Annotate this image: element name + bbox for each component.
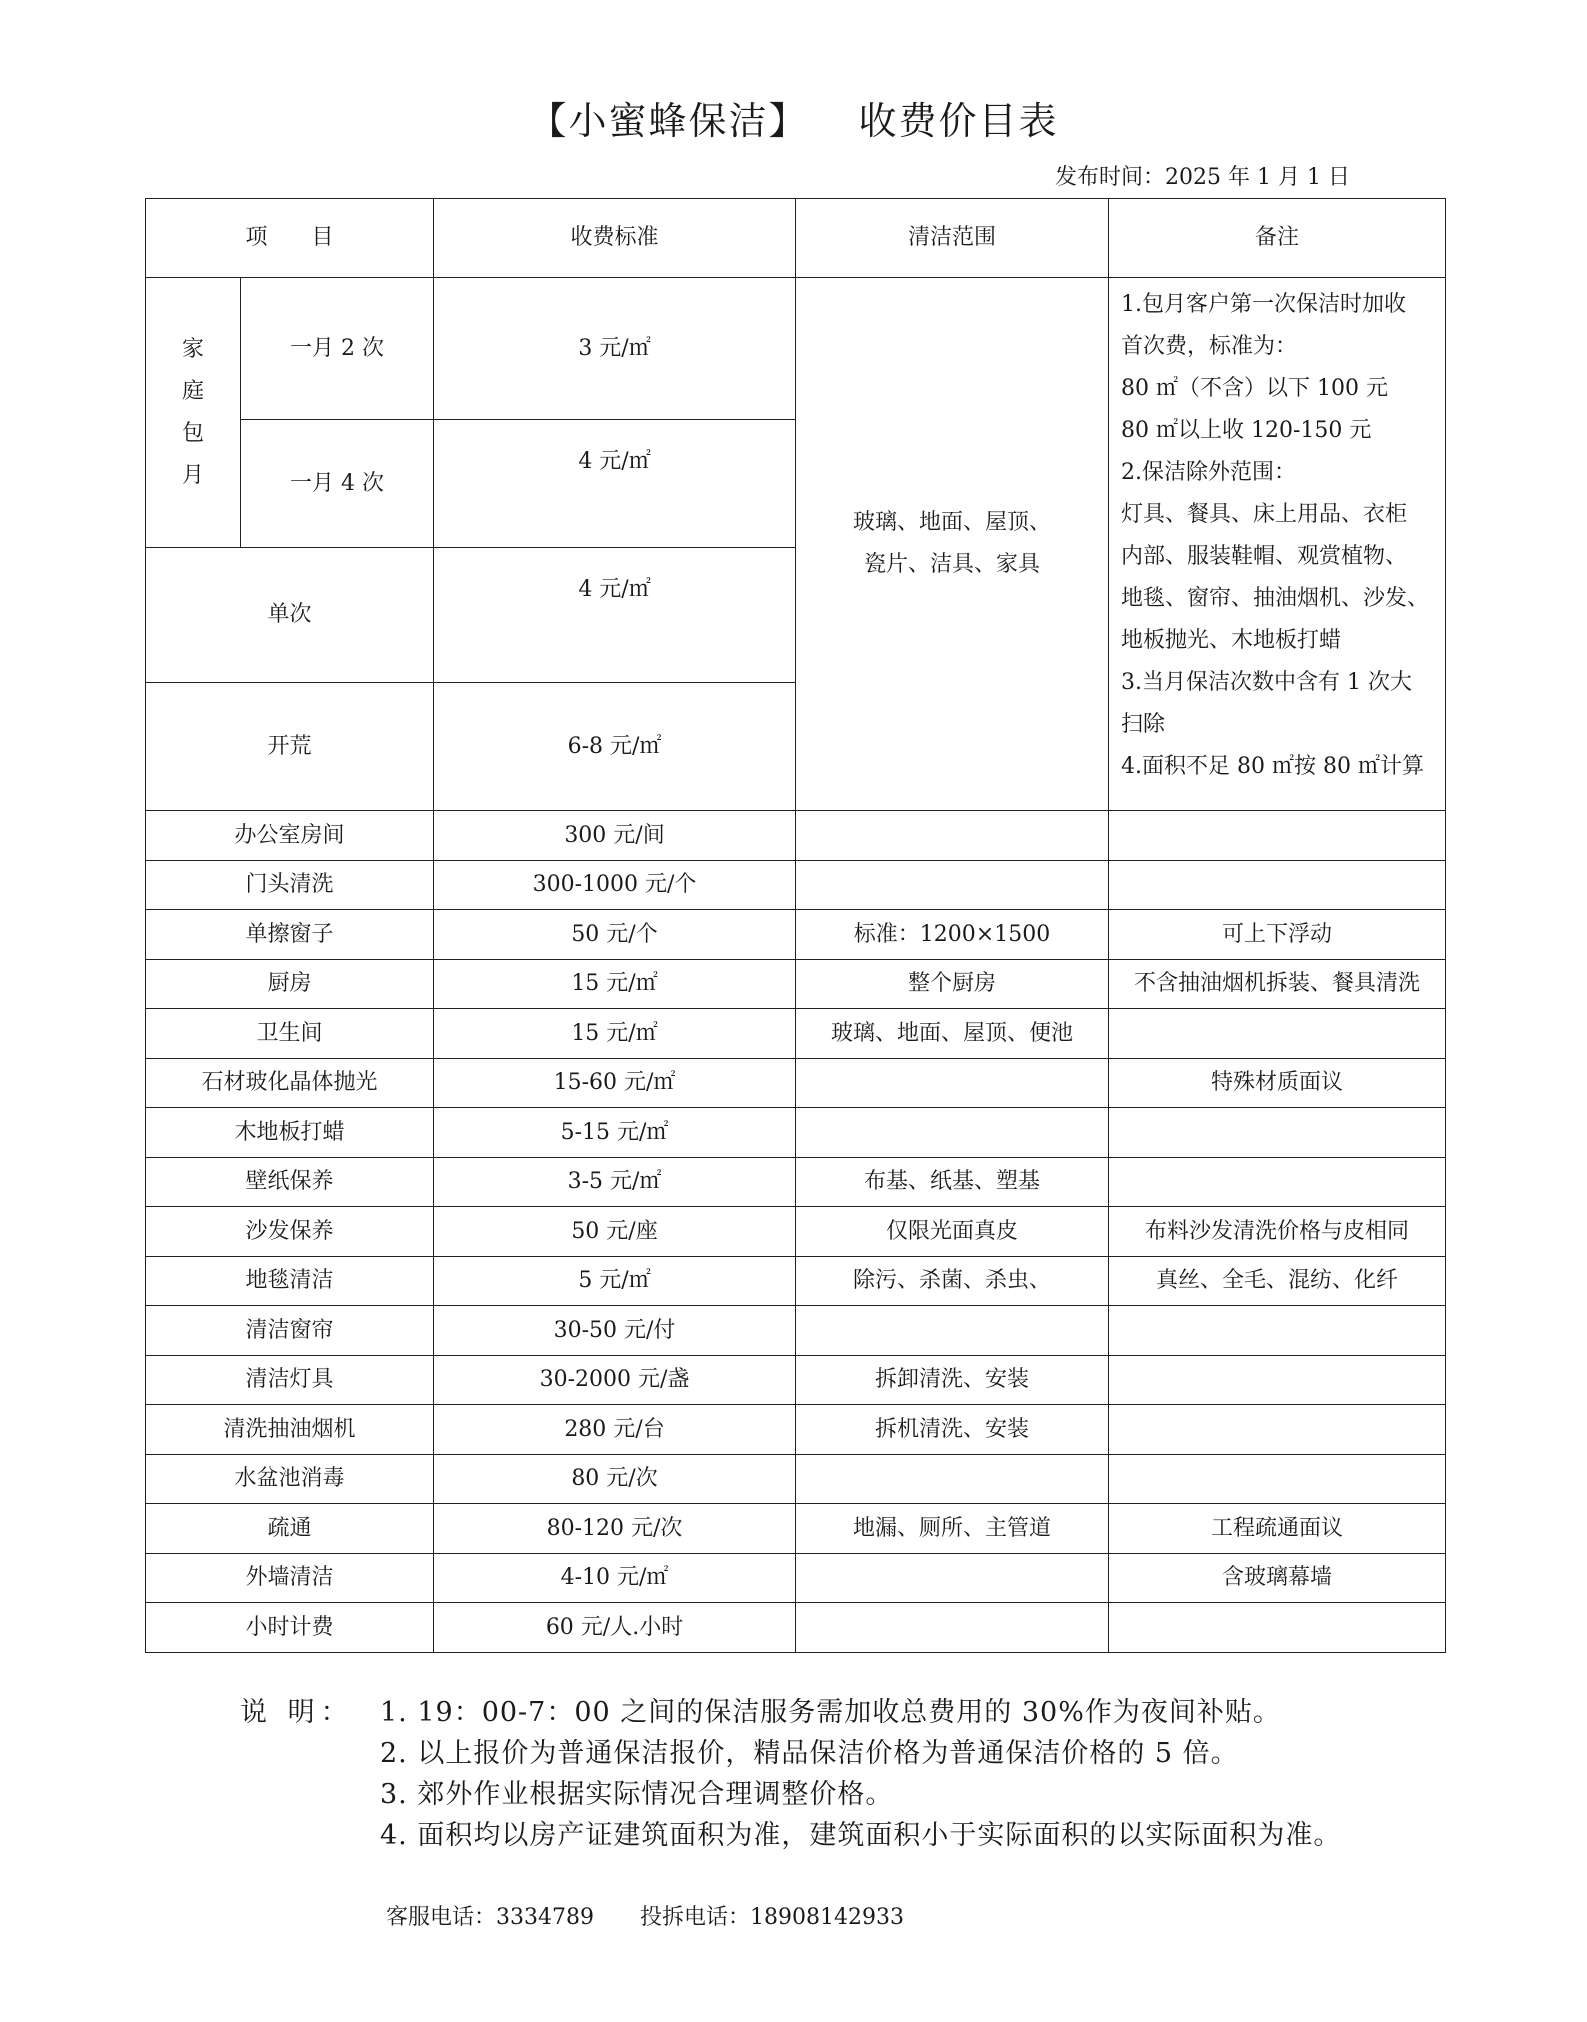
remark-line: 1.包月客户第一次保洁时加收 bbox=[1121, 292, 1407, 317]
row-price: 3-5 元/㎡ bbox=[434, 1157, 796, 1207]
family-label-char: 家 bbox=[181, 336, 204, 362]
row-scope bbox=[796, 1058, 1109, 1108]
row-scope: 标准：1200×1500 bbox=[796, 910, 1109, 960]
row-item: 清洁窗帘 bbox=[146, 1306, 434, 1356]
row-scope: 除污、杀菌、杀虫、 bbox=[796, 1256, 1109, 1306]
remark-line: 灯具、餐具、床上用品、衣柜 bbox=[1121, 502, 1408, 527]
note-item: 4. 面积均以房产证建筑面积为准，建筑面积小于实际面积的以实际面积为准。 bbox=[380, 1820, 1342, 1851]
table-row bbox=[146, 860, 1446, 910]
scope-line: 玻璃、地面、屋顶、 bbox=[853, 510, 1052, 535]
price-table bbox=[145, 198, 1446, 1653]
header-scope: 清洁范围 bbox=[796, 199, 1109, 278]
row-price: 15-60 元/㎡ bbox=[434, 1058, 796, 1108]
row-item: 厨房 bbox=[146, 959, 434, 1009]
table-row bbox=[146, 1157, 1446, 1207]
family-monthly-label bbox=[146, 278, 241, 548]
service-phone: 客服电话：3334789 bbox=[386, 1905, 594, 1930]
table-row bbox=[146, 1306, 1446, 1356]
row-remark bbox=[1109, 1454, 1446, 1504]
row-remark: 特殊材质面议 bbox=[1109, 1058, 1446, 1108]
row-price: 80-120 元/次 bbox=[434, 1504, 796, 1554]
row-item: 卫生间 bbox=[146, 1009, 434, 1059]
notes-label: 说 明： bbox=[240, 1697, 354, 1728]
publish-date: 发布时间：2025 年 1 月 1 日 bbox=[1055, 165, 1350, 190]
row-price: 5-15 元/㎡ bbox=[434, 1108, 796, 1158]
table-row bbox=[146, 1256, 1446, 1306]
row-price: 5 元/㎡ bbox=[434, 1256, 796, 1306]
row-item: 沙发保养 bbox=[146, 1207, 434, 1257]
row-item: 小时计费 bbox=[146, 1603, 434, 1653]
row-scope: 拆卸清洗、安装 bbox=[796, 1355, 1109, 1405]
row-scope bbox=[796, 860, 1109, 910]
table-row bbox=[146, 278, 1446, 420]
page-title bbox=[0, 90, 1587, 145]
remark-line: 扫除 bbox=[1121, 712, 1166, 737]
table-row bbox=[146, 1108, 1446, 1158]
row-price: 280 元/台 bbox=[434, 1405, 796, 1455]
table-row bbox=[146, 959, 1446, 1009]
row-price: 30-50 元/付 bbox=[434, 1306, 796, 1356]
row-price: 300 元/间 bbox=[434, 811, 796, 861]
row-scope bbox=[796, 1553, 1109, 1603]
row-remark bbox=[1109, 1603, 1446, 1653]
table-header-row bbox=[146, 199, 1446, 278]
remark-line: 内部、服装鞋帽、观赏植物、 bbox=[1121, 544, 1408, 569]
row-remark: 不含抽油烟机拆装、餐具清洗 bbox=[1109, 959, 1446, 1009]
header-remark: 备注 bbox=[1109, 199, 1446, 278]
row-scope: 布基、纸基、塑基 bbox=[796, 1157, 1109, 1207]
family-label-char: 庭 bbox=[181, 378, 204, 404]
row-remark bbox=[1109, 1355, 1446, 1405]
family-label-char: 月 bbox=[181, 462, 204, 488]
table-row bbox=[146, 1603, 1446, 1653]
remark-line: 80 ㎡（不含）以下 100 元 bbox=[1121, 376, 1388, 401]
row-scope: 拆机清洗、安装 bbox=[796, 1405, 1109, 1455]
family-remark bbox=[1109, 278, 1446, 811]
row-scope: 玻璃、地面、屋顶、便池 bbox=[796, 1009, 1109, 1059]
row-scope bbox=[796, 811, 1109, 861]
note-item: 2. 以上报价为普通保洁报价，精品保洁价格为普通保洁价格的 5 倍。 bbox=[380, 1738, 1239, 1769]
scope-line: 瓷片、洁具、家具 bbox=[864, 552, 1041, 577]
row-price: 30-2000 元/盏 bbox=[434, 1355, 796, 1405]
header-price: 收费标准 bbox=[434, 199, 796, 278]
row-remark bbox=[1109, 1405, 1446, 1455]
row-scope bbox=[796, 1603, 1109, 1653]
complaint-phone: 投拆电话：18908142933 bbox=[639, 1905, 904, 1930]
document-name: 收费价目表 bbox=[858, 99, 1059, 143]
row-price: 4-10 元/㎡ bbox=[434, 1553, 796, 1603]
row-item: 清洗抽油烟机 bbox=[146, 1405, 434, 1455]
row-scope bbox=[796, 1454, 1109, 1504]
table-row bbox=[146, 1009, 1446, 1059]
row-scope: 整个厨房 bbox=[796, 959, 1109, 1009]
row-price: 15 元/㎡ bbox=[434, 1009, 796, 1059]
four-monthly-price: 4 元/㎡ bbox=[434, 420, 796, 548]
kaihuang-price: 6-8 元/㎡ bbox=[434, 683, 796, 811]
row-remark bbox=[1109, 1157, 1446, 1207]
notes bbox=[240, 1692, 1341, 1856]
row-remark: 工程疏通面议 bbox=[1109, 1504, 1446, 1554]
row-price: 60 元/人.小时 bbox=[434, 1603, 796, 1653]
row-price: 300-1000 元/个 bbox=[434, 860, 796, 910]
row-item: 地毯清洁 bbox=[146, 1256, 434, 1306]
row-item: 木地板打蜡 bbox=[146, 1108, 434, 1158]
row-remark: 可上下浮动 bbox=[1109, 910, 1446, 960]
brand-name: 【小蜜蜂保洁】 bbox=[528, 99, 809, 143]
row-remark: 布料沙发清洗价格与皮相同 bbox=[1109, 1207, 1446, 1257]
note-item: 1. 19：00-7：00 之间的保洁服务需加收总费用的 30%作为夜间补贴。 bbox=[380, 1697, 1281, 1728]
row-item: 清洁灯具 bbox=[146, 1355, 434, 1405]
four-monthly-label: 一月 4 次 bbox=[241, 420, 434, 548]
row-remark bbox=[1109, 1108, 1446, 1158]
row-remark bbox=[1109, 1009, 1446, 1059]
row-item: 壁纸保养 bbox=[146, 1157, 434, 1207]
row-scope: 地漏、厕所、主管道 bbox=[796, 1504, 1109, 1554]
table-row bbox=[146, 1355, 1446, 1405]
row-item: 疏通 bbox=[146, 1504, 434, 1554]
single-label: 单次 bbox=[146, 548, 434, 683]
table-row bbox=[146, 811, 1446, 861]
contact-info bbox=[386, 1900, 904, 1931]
row-remark bbox=[1109, 811, 1446, 861]
table-row bbox=[146, 1553, 1446, 1603]
row-price: 15 元/㎡ bbox=[434, 959, 796, 1009]
header-item: 项 目 bbox=[146, 199, 434, 278]
row-scope bbox=[796, 1108, 1109, 1158]
table-row bbox=[146, 1207, 1446, 1257]
row-remark bbox=[1109, 860, 1446, 910]
row-item: 单擦窗子 bbox=[146, 910, 434, 960]
kaihuang-label: 开荒 bbox=[146, 683, 434, 811]
remark-line: 4.面积不足 80 ㎡按 80 ㎡计算 bbox=[1121, 754, 1424, 779]
row-price: 50 元/个 bbox=[434, 910, 796, 960]
row-item: 办公室房间 bbox=[146, 811, 434, 861]
row-scope bbox=[796, 1306, 1109, 1356]
twice-monthly-label: 一月 2 次 bbox=[241, 278, 434, 420]
single-price: 4 元/㎡ bbox=[434, 548, 796, 683]
remark-line: 首次费，标准为： bbox=[1121, 334, 1298, 359]
table-row bbox=[146, 1405, 1446, 1455]
row-item: 水盆池消毒 bbox=[146, 1454, 434, 1504]
table-row bbox=[146, 910, 1446, 960]
remark-line: 地毯、窗帘、抽油烟机、沙发、 bbox=[1121, 586, 1430, 611]
table-row bbox=[146, 1504, 1446, 1554]
remark-line: 80 ㎡以上收 120-150 元 bbox=[1121, 418, 1372, 443]
family-scope bbox=[796, 278, 1109, 811]
remark-line: 2.保洁除外范围： bbox=[1121, 460, 1297, 485]
row-price: 50 元/座 bbox=[434, 1207, 796, 1257]
table-row bbox=[146, 1058, 1446, 1108]
row-item: 石材玻化晶体抛光 bbox=[146, 1058, 434, 1108]
family-label-char: 包 bbox=[181, 420, 204, 446]
twice-monthly-price: 3 元/㎡ bbox=[434, 278, 796, 420]
table-row bbox=[146, 1454, 1446, 1504]
row-remark bbox=[1109, 1306, 1446, 1356]
note-item: 3. 郊外作业根据实际情况合理调整价格。 bbox=[380, 1779, 894, 1810]
row-price: 80 元/次 bbox=[434, 1454, 796, 1504]
row-item: 门头清洗 bbox=[146, 860, 434, 910]
remark-line: 3.当月保洁次数中含有 1 次大 bbox=[1121, 670, 1412, 695]
remark-line: 地板抛光、木地板打蜡 bbox=[1121, 628, 1342, 653]
row-item: 外墙清洁 bbox=[146, 1553, 434, 1603]
row-remark: 真丝、全毛、混纺、化纤 bbox=[1109, 1256, 1446, 1306]
row-remark: 含玻璃幕墙 bbox=[1109, 1553, 1446, 1603]
row-scope: 仅限光面真皮 bbox=[796, 1207, 1109, 1257]
